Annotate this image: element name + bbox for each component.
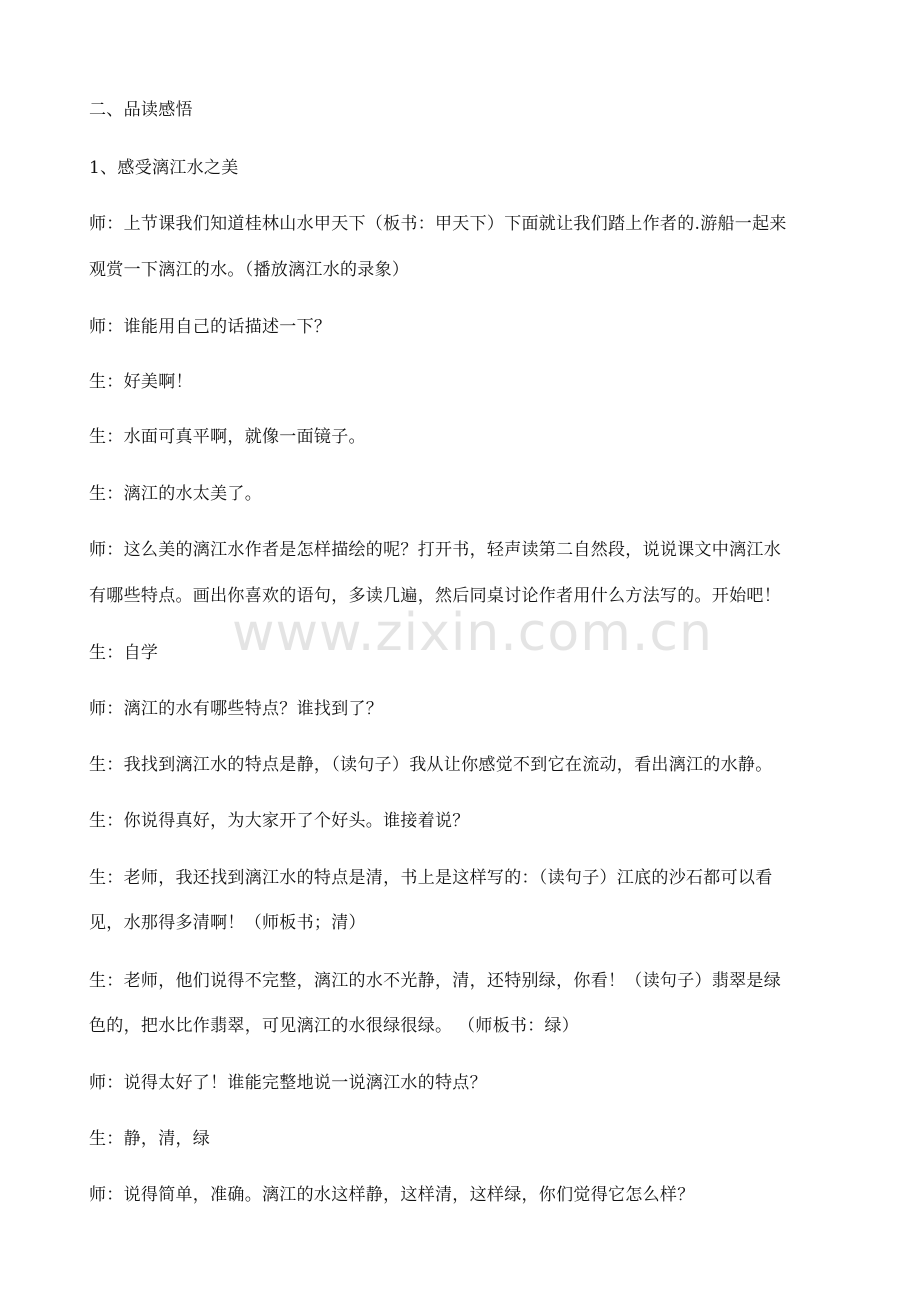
paragraph-line: 生：漓江的水太美了。 bbox=[89, 484, 262, 504]
paragraph-line: 色的，把水比作翡翠，可见漓江的水很绿很绿。 （师板书：绿） bbox=[89, 1016, 580, 1036]
watermark: www.zixin.com.cn bbox=[232, 603, 713, 663]
paragraph-line: 生：静，清，绿 bbox=[89, 1129, 211, 1149]
paragraph-line: 生：水面可真平啊，就像一面镜子。 bbox=[89, 427, 366, 447]
section-heading: 二、品读感悟 bbox=[89, 100, 193, 120]
paragraph-line: 生：你说得真好，为大家开了个好头。谁接着说？ bbox=[89, 811, 470, 831]
paragraph-line: 见，水那得多清啊！（师板书；清） bbox=[89, 913, 366, 933]
paragraph-line: 生：自学 bbox=[89, 643, 159, 663]
paragraph-line: 师：这么美的漓江水作者是怎样描绘的呢？打开书，轻声读第二自然段，说说课文中漓江水 bbox=[89, 540, 781, 560]
paragraph-line: 生：好美啊！ bbox=[89, 372, 193, 392]
paragraph-line: 师：谁能用自己的话描述一下？ bbox=[89, 317, 332, 337]
paragraph-line: 生：老师，我还找到漓江水的特点是清，书上是这样写的：（读句子）江底的沙石都可以看 bbox=[89, 868, 773, 888]
paragraph-line: 师：说得简单，准确。漓江的水这样静，这样清，这样绿，你们觉得它怎么样？ bbox=[89, 1185, 695, 1205]
paragraph-line: 生：老师，他们说得不完整，漓江的水不光静，清，还特别绿，你看！（读句子）翡翠是绿 bbox=[89, 971, 781, 991]
subsection-heading: 1、感受漓江水之美 bbox=[89, 158, 239, 178]
paragraph-line: 观赏一下漓江的水。（播放漓江水的录象） bbox=[89, 260, 410, 280]
paragraph-line: 师：上节课我们知道桂林山水甲天下（板书：甲天下）下面就让我们踏上作者的.游船一起来 bbox=[89, 214, 787, 234]
paragraph-line: 师：漓江的水有哪些特点？谁找到了？ bbox=[89, 699, 384, 719]
paragraph-line: 师：说得太好了！谁能完整地说一说漓江水的特点？ bbox=[89, 1073, 487, 1093]
paragraph-line: 有哪些特点。画出你喜欢的语句，多读几遍，然后同桌讨论作者用什么方法写的。开始吧！ bbox=[89, 586, 781, 606]
paragraph-line: 生：我找到漓江水的特点是静，（读句子）我从让你感觉不到它在流动，看出漓江的水静。 bbox=[89, 755, 773, 775]
